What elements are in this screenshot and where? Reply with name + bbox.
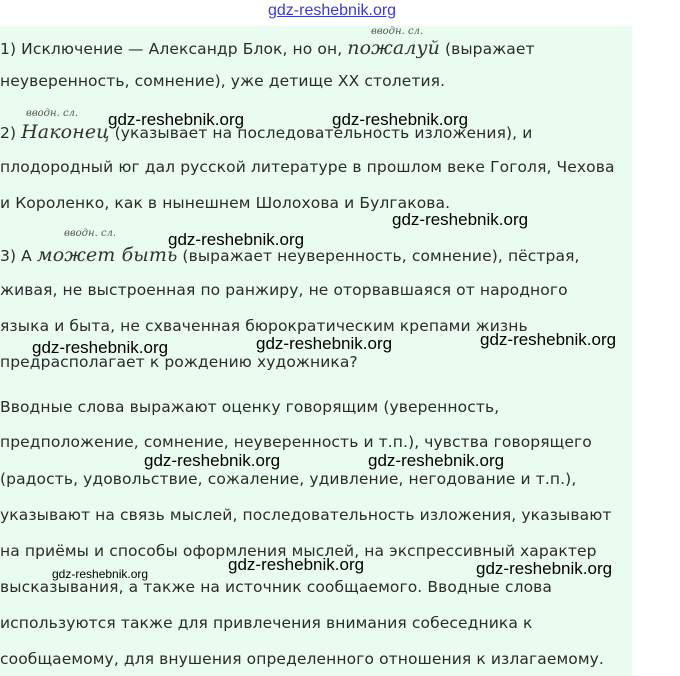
introductory-word: может быть xyxy=(36,244,178,266)
watermark: gdz-reshebnik.org xyxy=(256,334,393,353)
watermark: gdz-reshebnik.org xyxy=(480,330,617,349)
watermark: gdz-reshebnik.org xyxy=(52,567,149,581)
item3-line4: предрасполагает к рождению художника? xyxy=(0,353,358,371)
watermark: gdz-reshebnik.org xyxy=(368,451,505,470)
item3-line3: языка и быта, не схваченная бюрократическим крепами жизнь xyxy=(0,317,528,335)
paragraph-line: предположение, сомнение, неуверенность и т.п.), чувства говорящего xyxy=(0,433,592,451)
paragraph-line: (радость, удовольствие, сожаление, удивление, негодование и т.п.), xyxy=(0,470,577,488)
paragraph-line: высказывания, а также на источник сообщаемого. Вводные слова xyxy=(0,578,553,596)
introductory-note: вводн. сл. xyxy=(26,108,79,119)
item2-line3: и Короленко, как в нынешнем Шолохова и Булгакова. xyxy=(0,194,451,212)
paragraph-line: сообщаемому, для внушения определенного отношения к излагаемому. xyxy=(0,650,604,668)
paragraph-line: на приёмы и способы оформления мыслей, на экспрессивный характер xyxy=(0,542,597,560)
introductory-word: пожалуй xyxy=(347,37,440,59)
item1-line2: неуверенность, сомнение), уже детище XX столетия. xyxy=(0,72,446,90)
item3-line1: 3) А может быть (выражает неуверенность, сомнение), пёстрая, xyxy=(0,244,580,266)
watermark-link[interactable]: gdz-reshebnik.org xyxy=(268,2,397,19)
paragraph-line: указывают на связь мыслей, последовательность изложения, указывают xyxy=(0,506,612,524)
paragraph-line: используются также для привлечения внимания собеседника к xyxy=(0,614,533,632)
watermark: gdz-reshebnik.org xyxy=(228,555,365,574)
watermark: gdz-reshebnik.org xyxy=(476,559,613,578)
item3-line2: живая, не выстроенная по ранжиру, не оторвавшаяся от народного xyxy=(0,281,568,299)
paragraph-line: Вводные слова выражают оценку говорящим (уверенность, xyxy=(0,398,500,416)
introductory-note: вводн. сл. xyxy=(371,26,424,37)
introductory-word: Наконец xyxy=(21,121,110,143)
watermark: gdz-reshebnik.org xyxy=(32,338,169,357)
item1-line1: 1) Исключение — Александр Блок, но он, пожалуй (выражает xyxy=(0,37,535,59)
watermark: gdz-reshebnik.org xyxy=(168,230,305,249)
item2-line1: 2) Наконец (указывает на последовательность изложения), и xyxy=(0,121,533,143)
watermark: gdz-reshebnik.org xyxy=(392,210,529,229)
watermark: gdz-reshebnik.org xyxy=(144,451,281,470)
watermark: gdz-reshebnik.org xyxy=(108,110,245,129)
item2-line2: плодородный юг дал русской литературе в прошлом веке Гоголя, Чехова xyxy=(0,158,615,176)
introductory-note: вводн. сл. xyxy=(64,228,117,239)
watermark: gdz-reshebnik.org xyxy=(332,110,469,129)
